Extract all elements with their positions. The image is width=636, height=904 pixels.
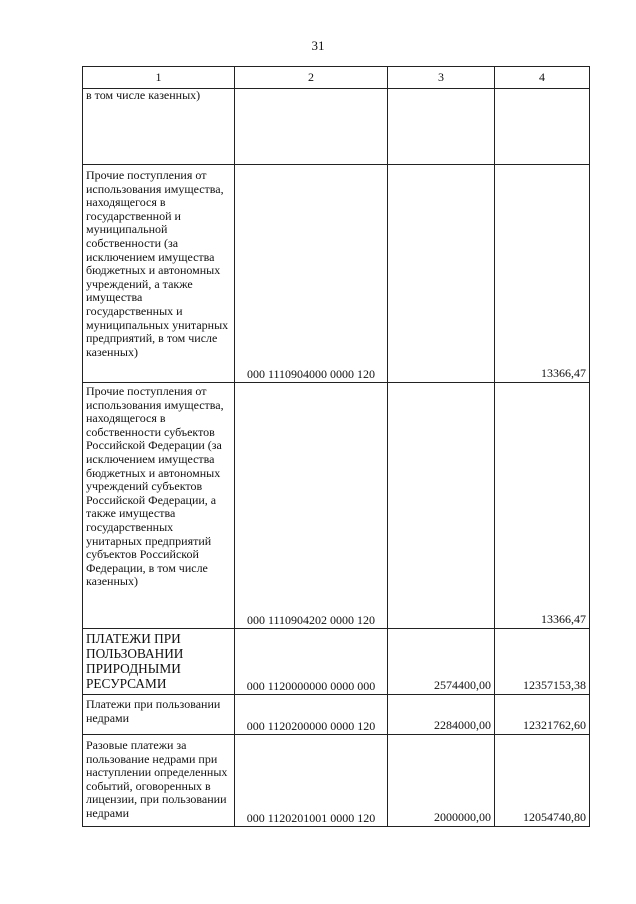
row-code-cell (235, 165, 388, 383)
row-name: в том числе казенных) (86, 88, 201, 102)
row-actual-cell (495, 165, 590, 383)
row-actual-cell (495, 695, 590, 735)
row-actual: 13366,47 (541, 366, 586, 381)
budget-table (82, 66, 590, 827)
column-header-3: 3 (388, 67, 495, 89)
row-code: 000 1110904202 0000 120 (246, 613, 376, 628)
row-name-cell (83, 695, 235, 735)
table-row (83, 735, 590, 827)
row-plan-cell (388, 383, 495, 629)
row-name: Разовые платежи за пользование недрами при наступлении определенных событий, оговоренных в лицензии, при пользовании недрами (86, 738, 228, 820)
row-plan-cell (388, 695, 495, 735)
row-plan: 2000000,00 (434, 810, 491, 825)
row-plan-cell (388, 735, 495, 827)
table-row (83, 629, 590, 695)
row-plan: 2574400,00 (434, 678, 491, 693)
row-name: Прочие поступления от использования имущества, находящегося в собственности субъектов Российской Федерации (за исключением имущества бюджетных и автономных учреждений субъектов Российской Федерации, а также имущества государственных унитарных предприятий субъектов Российской Федерации, в том числе казенных) (86, 384, 224, 589)
row-code-cell (235, 383, 388, 629)
row-actual: 12357153,38 (523, 678, 586, 693)
row-code: 000 1110904000 0000 120 (246, 367, 376, 382)
row-name: Прочие поступления от использования имущества, находящегося в государственной и муниципальной собственности (за исключением имущества бюджетных и автономных учреждений, а также имущества государственных и муниципальных унитарных предприятий, в том числе казенных) (86, 168, 229, 359)
row-plan-cell (388, 89, 495, 165)
row-actual-cell (495, 629, 590, 695)
row-actual: 12054740,80 (523, 810, 586, 825)
row-code: 000 1120200000 0000 120 (246, 719, 376, 734)
column-header-2: 2 (235, 67, 388, 89)
row-name: ПЛАТЕЖИ ПРИ ПОЛЬЗОВАНИИ ПРИРОДНЫМИ РЕСУРСАМИ (86, 631, 184, 691)
row-name-cell (83, 383, 235, 629)
row-code: 000 1120201001 0000 120 (246, 811, 376, 826)
row-name-cell (83, 629, 235, 695)
table-row (83, 89, 590, 165)
table-row (83, 695, 590, 735)
row-name-cell (83, 89, 235, 165)
row-plan: 2284000,00 (434, 718, 491, 733)
row-actual-cell (495, 383, 590, 629)
row-code-cell (235, 89, 388, 165)
row-plan-cell (388, 629, 495, 695)
table-row (83, 383, 590, 629)
row-code-cell (235, 735, 388, 827)
page-number: 31 (311, 38, 325, 53)
row-code-cell (235, 695, 388, 735)
row-plan-cell (388, 165, 495, 383)
row-actual-cell (495, 735, 590, 827)
row-code-cell (235, 629, 388, 695)
row-actual: 12321762,60 (523, 718, 586, 733)
row-name: Платежи при пользовании недрами (86, 697, 221, 725)
table-row (83, 165, 590, 383)
row-code: 000 1120000000 0000 000 (246, 679, 376, 694)
row-name-cell (83, 165, 235, 383)
row-actual: 13366,47 (541, 612, 586, 627)
column-header-1: 1 (83, 67, 235, 89)
row-name-cell (83, 735, 235, 827)
row-actual-cell (495, 89, 590, 165)
table-header-row (83, 67, 590, 89)
column-header-4: 4 (495, 67, 590, 89)
